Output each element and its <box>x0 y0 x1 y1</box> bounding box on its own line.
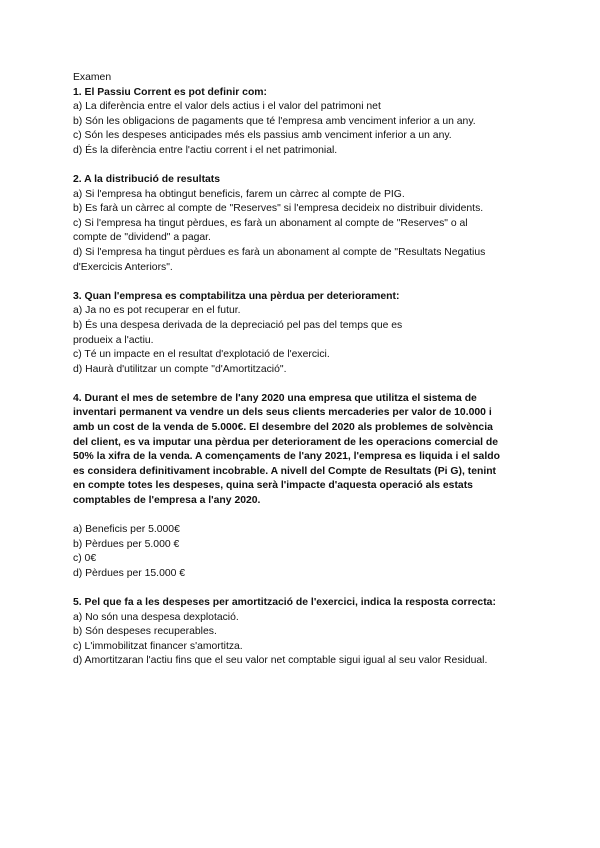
question-5-option-d: d) Amortitzaran l'actiu fins que el seu valor net comptable sigui igual al seu valor Residual. <box>73 655 488 667</box>
question-4-option-a: a) Beneficis per 5.000€ <box>73 524 180 536</box>
question-3-line: d) Haurà d'utilitzar un compte "d'Amortització". <box>73 363 287 375</box>
exam-document <box>73 71 543 683</box>
question-3-line: produeix a l'actiu. <box>73 334 154 346</box>
question-4-option-b: b) Pèrdues per 5.000 € <box>73 538 180 550</box>
question-5-option-b: b) Són despeses recuperables. <box>73 626 217 638</box>
question-2-line: a) Si l'empresa ha obtingut beneficis, farem un càrrec al compte de PIG. <box>73 188 405 200</box>
exam-title: Examen <box>73 72 112 83</box>
question-1-option-a: a) La diferència entre el valor dels actius i el valor del patrimoni net <box>73 101 381 113</box>
question-1-option-c: c) Són les despeses anticipades més els passius amb venciment inferior a un any. <box>73 130 452 142</box>
question-2-heading: 2. A la distribució de resultats <box>73 174 221 186</box>
spacer <box>73 509 543 524</box>
question-4-option-c: c) 0€ <box>73 553 97 565</box>
question-1 <box>73 86 543 159</box>
question-4-heading-line: 4. Durant el mes de setembre de l'any 2020 una empresa que utilitza el sistema de <box>73 392 477 404</box>
question-2-line: c) Si l'empresa ha tingut pèrdues, es farà un abonament al compte de "Reserves" o al <box>73 217 468 229</box>
question-4-option-d: d) Pèrdues per 15.000 € <box>73 567 186 579</box>
question-3-line: b) És una despesa derivada de la depreciació pel pas del temps que es <box>73 319 403 331</box>
question-1-option-b: b) Són les obligacions de pagaments que té l'empresa amb venciment inferior a un any. <box>73 115 476 127</box>
question-2-line: b) Es farà un càrrec al compte de "Reserves" si l'empresa decideix no distribuir dividents. <box>73 203 484 215</box>
question-4-heading-line: 50% la xifra de la venda. A començaments de l'any 2021, l'empresa es liquida i el saldo <box>73 451 500 463</box>
question-4-heading-line: en compte totes les despeses, quina serà l'impacte d'aquesta operació als estats <box>73 480 473 492</box>
question-5-heading: 5. Pel que fa a les despeses per amortització de l'exercici, indica la resposta correcta: <box>73 597 496 608</box>
question-5 <box>73 596 543 669</box>
question-4-heading-line: inventari permanent va vendre un dels seus clients mercaderies per valor de 10.000 i <box>73 407 492 419</box>
question-4-heading-line: del client, es va imputar una pèrdua per deteriorament de les operacions comercial de <box>73 436 499 448</box>
question-4-heading-line: es considera definitivament incobrable. A nivell del Compte de Resultats (Pi G), tenint <box>73 465 497 477</box>
question-4-heading-line: comptables de l'empresa a l'any 2020. <box>73 494 261 506</box>
question-4-heading-line: amb un cost de la venda de 5.000€. El desembre del 2020 als problemes de solvència <box>73 421 493 433</box>
question-3-line: a) Ja no es pot recuperar en el futur. <box>73 305 241 317</box>
question-3-line: c) Té un impacte en el resultat d'explotació de l'exercici. <box>73 349 330 361</box>
question-2-line: d) Si l'empresa ha tingut pèrdues es farà un abonament al compte de "Resultats Negatius <box>73 247 486 259</box>
question-5-option-a: a) No són una despesa dexplotació. <box>73 611 239 623</box>
question-2-line: d'Exercicis Anteriors". <box>73 261 173 273</box>
question-4 <box>73 392 543 582</box>
question-2-line: compte de "dividend" a pagar. <box>73 232 211 244</box>
question-2 <box>73 173 543 275</box>
question-1-option-d: d) És la diferència entre l'actiu corrent i el net patrimonial. <box>73 144 338 156</box>
question-3 <box>73 290 543 378</box>
question-5-option-c: c) L'immobilitzat financer s'amortitza. <box>73 640 243 652</box>
question-4-heading <box>73 392 543 509</box>
question-1-heading: 1. El Passiu Corrent es pot definir com: <box>73 86 268 98</box>
question-3-heading: 3. Quan l'empresa es comptabilitza una pèrdua per deteriorament: <box>73 290 400 302</box>
